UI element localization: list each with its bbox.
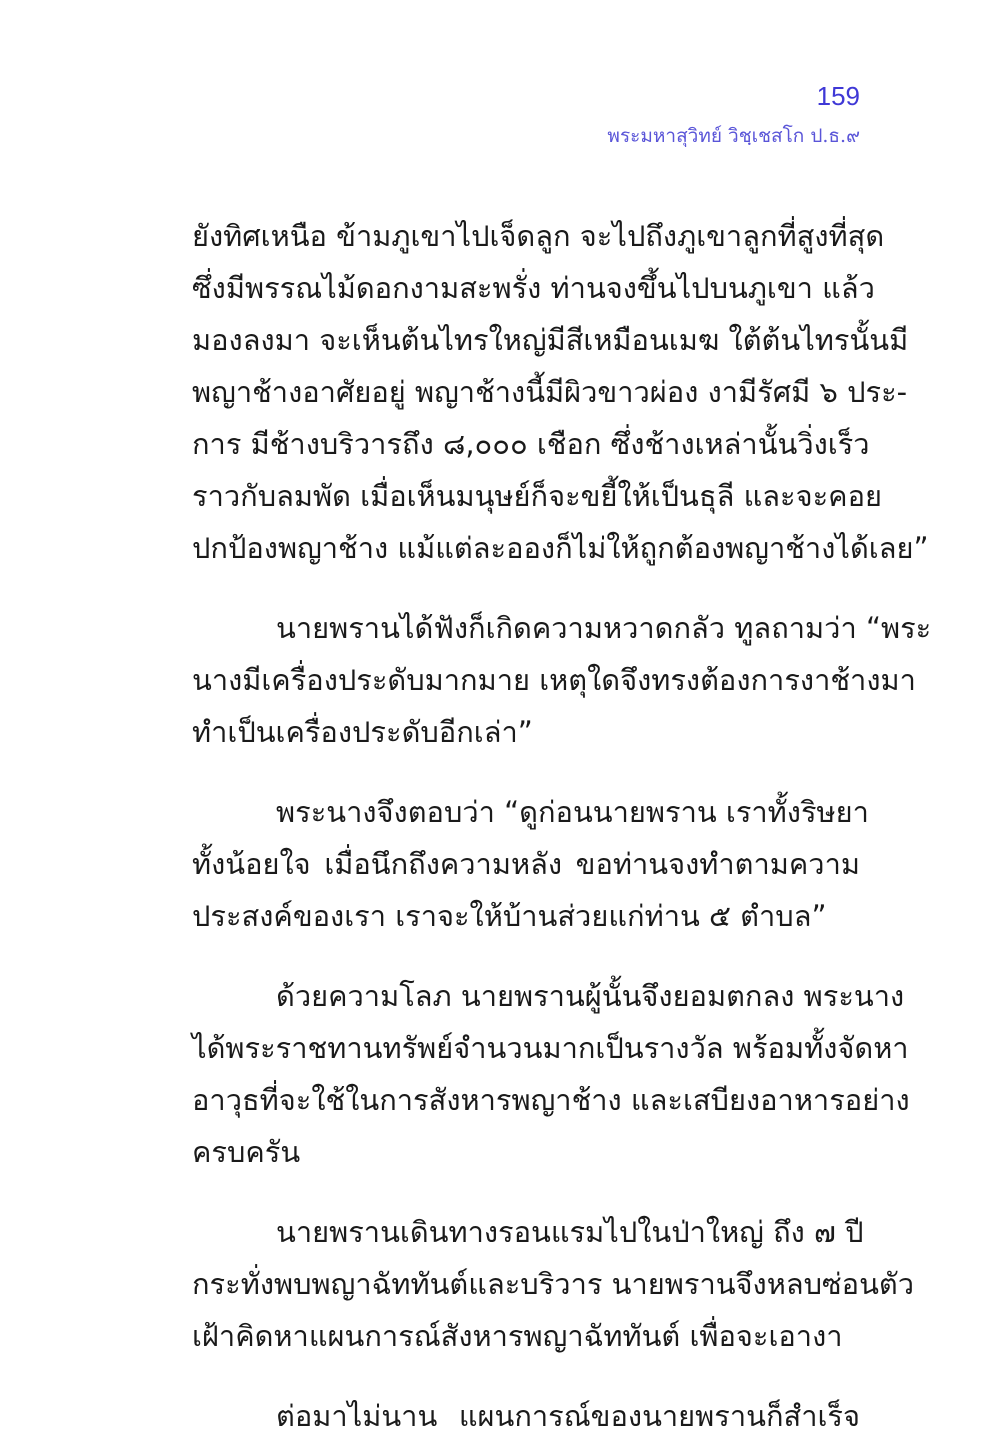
text-line: ซึ่งมีพรรณไม้ดอกงามสะพรั่ง ท่านจงขึ้นไปบนภูเขา แล้ว bbox=[192, 271, 875, 305]
text-line: ปกป้องพญาช้าง แม้แต่ละอองก็ไม่ให้ถูกต้องพญาช้างได้เลย” bbox=[192, 531, 929, 565]
text-line: กระทั่งพบพญาฉัททันต์และบริวาร นายพรานจึงหลบซ่อนตัว bbox=[192, 1267, 915, 1301]
paragraph bbox=[192, 786, 869, 942]
text-line: ครบครัน bbox=[192, 1135, 301, 1169]
text-line: อาวุธที่จะใช้ในการสังหารพญาช้าง และเสบียงอาหารอย่าง bbox=[192, 1083, 910, 1117]
paragraph bbox=[192, 210, 929, 574]
text-line: ยังทิศเหนือ ข้ามภูเขาไปเจ็ดลูก จะไปถึงภูเขาลูกที่สูงที่สุด bbox=[192, 219, 885, 253]
text-line: การ มีช้างบริวารถึง ๘,๐๐๐ เชือก ซึ่งช้างเหล่านั้นวิ่งเร็ว bbox=[192, 427, 870, 461]
text-line: ด้วยความโลภ นายพรานผู้นั้นจึงยอมตกลง พระนาง bbox=[276, 979, 905, 1013]
paragraph bbox=[192, 1206, 915, 1362]
text-line: พญาช้างอาศัยอยู่ พญาช้างนี้มีผิวขาวผ่อง งามีรัศมี ๖ ประ- bbox=[192, 375, 908, 409]
text-line: ทำเป็นเครื่องประดับอีกเล่า” bbox=[192, 715, 533, 749]
text-line: มองลงมา จะเห็นต้นไทรใหญ่มีสีเหมือนเมฆ ใต้ต้นไทรนั้นมี bbox=[192, 323, 909, 357]
paragraph bbox=[192, 1390, 860, 1442]
text-line: ราวกับลมพัด เมื่อเห็นมนุษย์ก็จะขยี้ให้เป็นธุลี และจะคอย bbox=[192, 479, 882, 513]
text-line: เฝ้าคิดหาแผนการณ์สังหารพญาฉัททันต์ เพื่อจะเอางา bbox=[192, 1319, 843, 1353]
page-header bbox=[607, 78, 860, 152]
text-line: ได้พระราชทานทรัพย์จำนวนมากเป็นรางวัล พร้อมทั้งจัดหา bbox=[192, 1031, 909, 1065]
text-line: นายพรานได้ฟังก็เกิดความหวาดกลัว ทูลถามว่า “พระ bbox=[276, 611, 932, 645]
running-header: พระมหาสุวิทย์ วิชฺเชสโก ป.ธ.๙ bbox=[607, 125, 860, 147]
text-line: นายพรานเดินทางรอนแรมไปในป่าใหญ่ ถึง ๗ ปี bbox=[276, 1215, 864, 1249]
page-number: 159 bbox=[816, 81, 860, 111]
text-line: ต่อมาไม่นาน แผนการณ์ของนายพรานก็สำเร็จ bbox=[276, 1399, 860, 1433]
body-text bbox=[192, 210, 932, 1442]
paragraph bbox=[192, 602, 932, 758]
text-line: ทั้งน้อยใจ เมื่อนึกถึงความหลัง ขอท่านจงทำตามความ bbox=[192, 847, 860, 881]
text-line: พระนางจึงตอบว่า “ดูก่อนนายพราน เราทั้งริษยา bbox=[276, 795, 869, 829]
text-line: ประสงค์ของเรา เราจะให้บ้านส่วยแก่ท่าน ๕ ตำบล” bbox=[192, 899, 827, 933]
text-line: นางมีเครื่องประดับมากมาย เหตุใดจึงทรงต้องการงาช้างมา bbox=[192, 663, 916, 697]
paragraph bbox=[192, 970, 910, 1178]
